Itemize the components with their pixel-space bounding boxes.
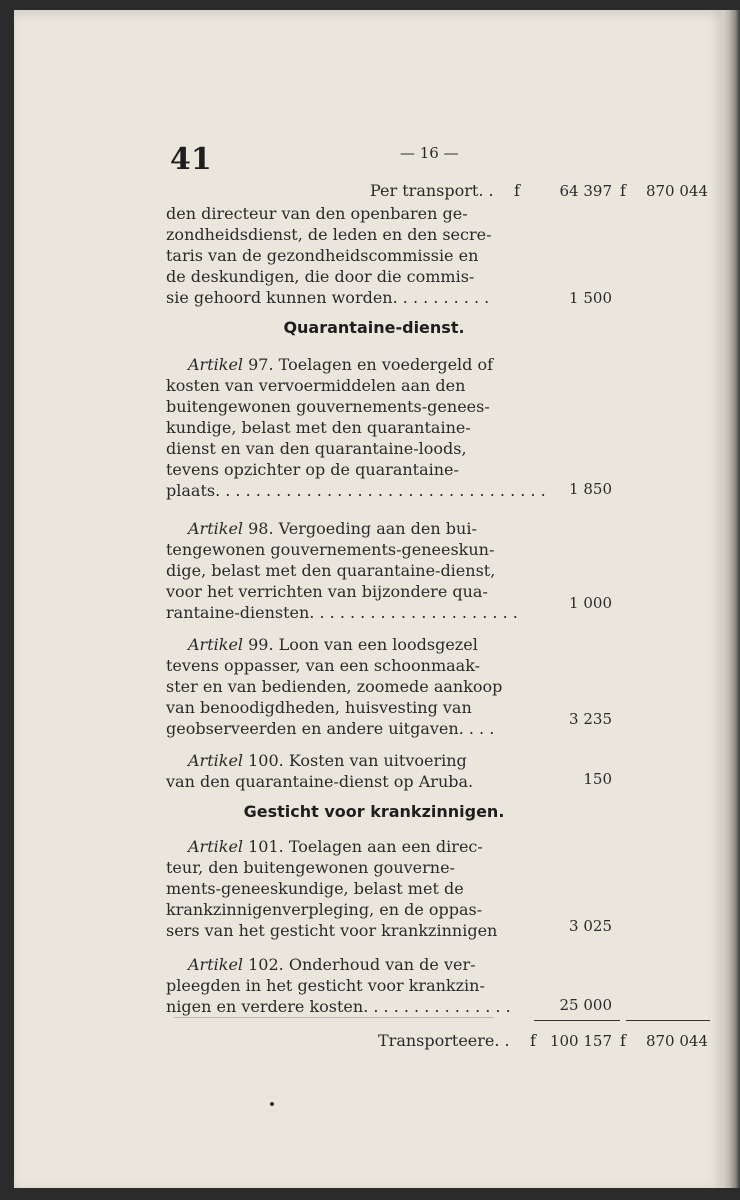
text-line [188, 750, 528, 771]
section-heading-asylum: Gesticht voor krankzinnigen. [243, 802, 505, 821]
document-page [14, 10, 722, 1188]
page-edge [722, 10, 740, 1188]
article-number: 101. [248, 837, 284, 856]
carry-out-currency-b: f [620, 1031, 626, 1050]
article-number: 99. [248, 635, 274, 654]
article-label: Artikel [188, 751, 244, 770]
article-text: Vergoeding aan den bui- [278, 519, 477, 538]
sum-rule [626, 1020, 710, 1021]
sum-rule [534, 1020, 620, 1021]
article-label: Artikel [188, 355, 244, 374]
text-line: tevens opzichter op de quarantaine- [166, 460, 459, 479]
text-line [188, 518, 528, 539]
text-line: sie gehoord kunnen worden. . . . . . . . . . [166, 288, 490, 307]
text-line: kosten van vervoermiddelen aan den [166, 376, 466, 395]
text-line: van benoodigdheden, huisvesting van [166, 698, 472, 717]
text-line: van den quarantaine-dienst op Aruba. [166, 772, 474, 791]
text-line: teur, den buitengewonen gouverne- [166, 858, 455, 877]
text-line: zondheidsdienst, de leden en den secre- [166, 225, 492, 244]
sum-rule [174, 1017, 494, 1018]
article-label: Artikel [188, 837, 244, 856]
text-line: taris van de gezondheidscommissie en [166, 246, 479, 265]
carry-forward-currency-b: f [620, 181, 626, 200]
text-line: pleegden in het gesticht voor krankzin- [166, 976, 485, 995]
article-text: Kosten van uitvoering [288, 751, 467, 770]
running-header: — 16 — [400, 144, 459, 162]
text-line [188, 354, 528, 375]
text-line: den directeur van den openbaren ge- [166, 204, 468, 223]
amount: 25 000 [559, 996, 612, 1014]
article-number: 98. [248, 519, 274, 538]
text-line: sers van het gesticht voor krankzinnigen [166, 921, 498, 940]
carry-out-label: Transporteere. . [378, 1031, 510, 1050]
carry-out-currency-a: f [530, 1031, 536, 1050]
text-line [188, 634, 528, 655]
amount: 1 850 [569, 480, 612, 498]
carry-forward-value-b: 870 044 [645, 182, 708, 200]
text-line: voor het verrichten van bijzondere qua- [166, 582, 488, 601]
carry-out-value-b: 870 044 [645, 1032, 708, 1050]
article-number: 97. [248, 355, 274, 374]
text-line [188, 954, 528, 975]
text-line: de deskundigen, die door die commis- [166, 267, 475, 286]
carry-forward-label: Per transport. . [370, 181, 494, 200]
text-line: kundige, belast met den quarantaine- [166, 418, 471, 437]
text-line: ster en van bedienden, zoomede aankoop [166, 677, 503, 696]
amount: 3 235 [569, 710, 612, 728]
text-line: dige, belast met den quarantaine-dienst, [166, 561, 496, 580]
section-heading-quarantine: Quarantaine-dienst. [283, 318, 465, 337]
article-text: Toelagen en voedergeld of [278, 355, 494, 374]
text-line: nigen en verdere kosten. . . . . . . . . . . . . . . [166, 997, 511, 1016]
text-line: tengewonen gouvernements-geneeskun- [166, 540, 495, 559]
text-line: ments-geneeskundige, belast met de [166, 879, 464, 898]
page-number: 41 [170, 142, 212, 177]
article-label: Artikel [188, 635, 244, 654]
text-line: dienst en van den quarantaine-loods, [166, 439, 467, 458]
text-line: tevens oppasser, van een schoonmaak- [166, 656, 481, 675]
article-number: 102. [248, 955, 284, 974]
text-line: buitengewonen gouvernements-genees- [166, 397, 490, 416]
text-line [188, 836, 528, 857]
amount: 150 [583, 770, 612, 788]
article-number: 100. [248, 751, 284, 770]
carry-out-value-a: 100 157 [549, 1032, 612, 1050]
article-text: Loon van een loodsgezel [278, 635, 478, 654]
article-label: Artikel [188, 955, 244, 974]
amount: 1 000 [569, 594, 612, 612]
carry-forward-currency-a: f [514, 181, 520, 200]
carry-forward-value-a: 64 397 [559, 182, 612, 200]
text-line: plaats. . . . . . . . . . . . . . . . . . . . . . . . . . . . . . . . . [166, 481, 546, 500]
article-text: Onderhoud van de ver- [288, 955, 476, 974]
ink-speck [270, 1102, 274, 1106]
amount: 3 025 [569, 917, 612, 935]
text-line: geobserveerden en andere uitgaven. . . . [166, 719, 495, 738]
amount: 1 500 [569, 289, 612, 307]
article-text: Toelagen aan een direc- [288, 837, 483, 856]
article-label: Artikel [188, 519, 244, 538]
text-line: krankzinnigenverpleging, en de oppas- [166, 900, 483, 919]
text-line: rantaine-diensten. . . . . . . . . . . . . . . . . . . . . [166, 603, 518, 622]
